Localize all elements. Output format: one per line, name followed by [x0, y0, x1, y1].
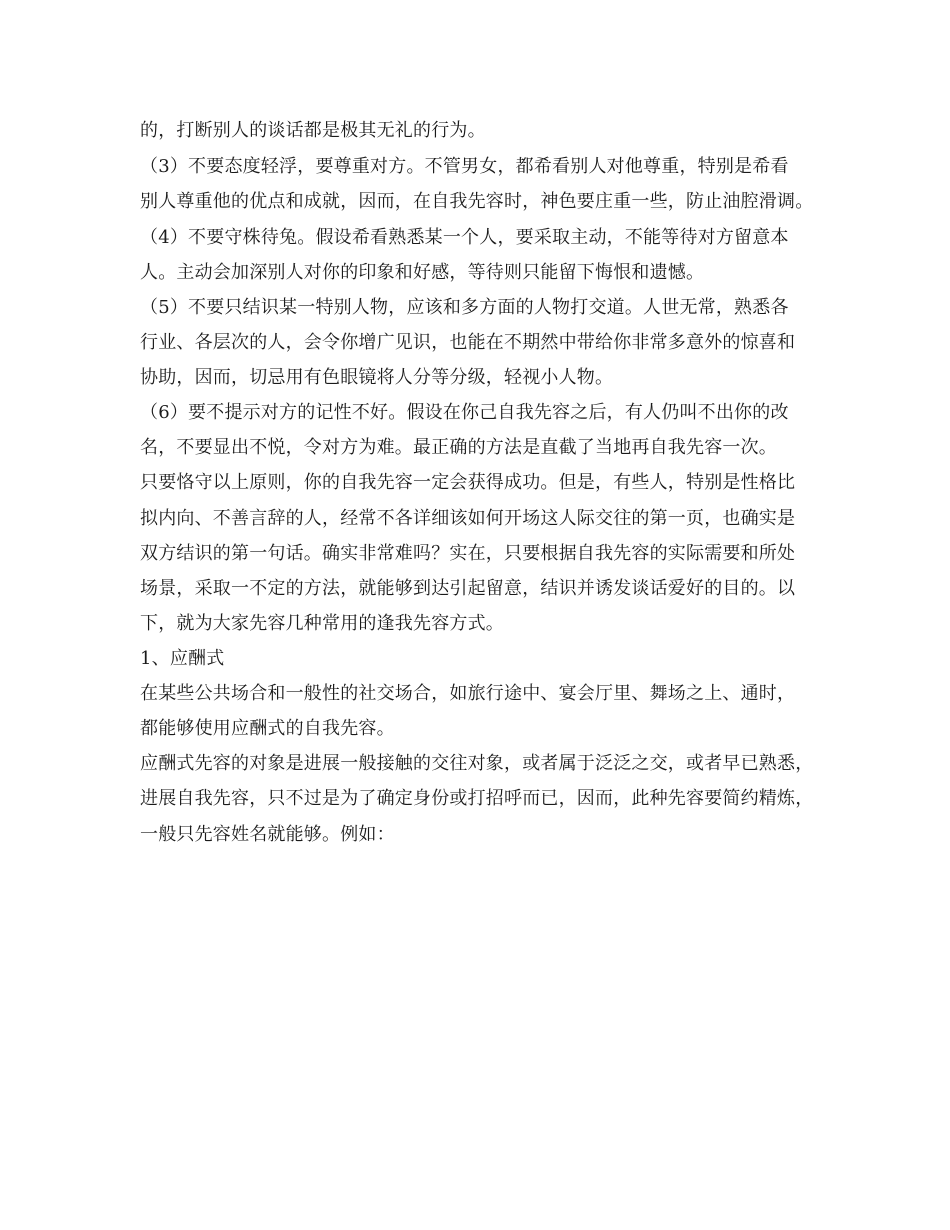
text-line: 都能够使用应酬式的自我先容。 — [140, 718, 395, 739]
text-line: 人。主动会加深别人对你的印象和好感，等待则只能留下悔恨和遗憾。 — [140, 262, 705, 283]
text-line: （3）不要态度轻浮，要尊重对方。不管男女，都希看别人对他尊重，特别是希看 — [140, 156, 789, 177]
text-line: 双方结识的第一句话。确实非常难吗？实在，只要根据自我先容的实际需要和所处 — [140, 543, 796, 564]
text-line: 拟内向、不善言辞的人，经常不各详细该如何开场这人际交往的第一页，也确实是 — [140, 508, 796, 529]
text-line: 一般只先容姓名就能够。例如： — [140, 824, 395, 845]
text-line: 进展自我先容，只不过是为了确定身份或打招呼而已，因而，此种先容要简约精炼， — [140, 788, 814, 809]
text-line: 下，就为大家先容几种常用的逢我先容方式。 — [140, 613, 504, 634]
text-line: （4）不要守株待兔。假设希看熟悉某一个人，要采取主动，不能等待对方留意本 — [140, 227, 789, 248]
text-line: 只要恪守以上原则，你的自我先容一定会获得成功。但是，有些人，特别是性格比 — [140, 472, 796, 493]
text-line: 行业、各层次的人，会令你增广见识，也能在不期然中带给你非常多意外的惊喜和 — [140, 332, 796, 353]
text-line: 别人尊重他的优点和成就，因而，在自我先容时，神色要庄重一些，防止油腔滑调。 — [140, 191, 814, 212]
text-line: （6）要不提示对方的记性不好。假设在你己自我先容之后，有人仍叫不出你的改 — [140, 402, 789, 423]
text-line: 场景，采取一不定的方法，就能够到达引起留意，结识并诱发谈话爱好的目的。以 — [140, 578, 796, 599]
text-line: 名，不要显出不悦，令对方为难。最正确的方法是直截了当地再自我先容一次。 — [140, 437, 777, 458]
text-line: 在某些公共场合和一般性的社交场合，如旅行途中、宴会厅里、舞场之上、通时， — [140, 683, 796, 704]
text-line: 应酬式先容的对象是进展一般接触的交往对象，或者属于泛泛之交，或者早已熟悉， — [140, 753, 814, 774]
text-line: 的，打断别人的谈话都是极其无礼的行为。 — [140, 120, 486, 141]
text-line: （5）不要只结识某一特别人物，应该和多方面的人物打交道。人世无常，熟悉各 — [140, 297, 789, 318]
section-heading: 1、应酬式 — [140, 648, 225, 669]
text-line: 协助，因而，切忌用有色眼镜将人分等分级，轻视小人物。 — [140, 367, 614, 388]
